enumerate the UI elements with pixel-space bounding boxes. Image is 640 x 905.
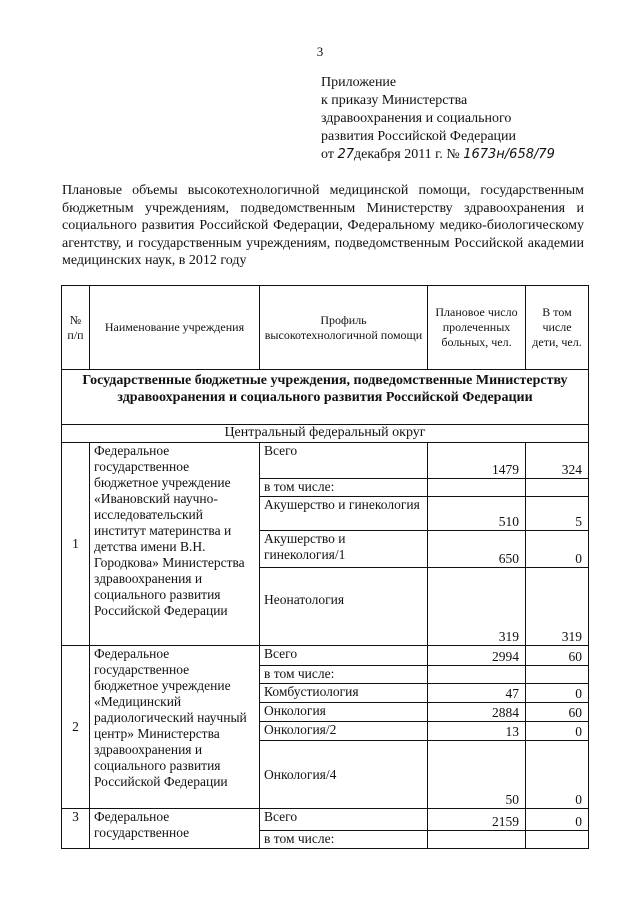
institution-name: Федеральное государственное бюджетное учреждение «Медицинский радиологический научный центр» Министерства здравоохранения и социального развития Российской Федерации [90,646,260,809]
children-cell: 60 [526,703,589,722]
children-cell: 319 [526,568,589,646]
header-institution: Наименование учреждения [90,286,260,370]
table-header-row [62,286,589,370]
date-prefix: от [321,147,334,162]
header-planned: Плановое число пролеченных больных, чел. [428,286,526,370]
profile-cell: Всего [260,809,428,831]
profile-cell: в том числе: [260,666,428,684]
children-cell [526,666,589,684]
planned-cell [428,479,526,497]
appendix-line: Приложение [321,75,397,90]
planned-cell [428,831,526,849]
appendix-line: здравоохранения и социального [321,111,512,126]
row-number: 2 [62,646,90,809]
planned-cell: 2159 [428,809,526,831]
planned-cell: 510 [428,497,526,531]
profile-cell: Акушерство и гинекология [260,497,428,531]
page-number: 3 [316,44,324,59]
profile-cell: Неонатология [260,568,428,646]
table-row [62,809,589,831]
children-cell [526,831,589,849]
profile-cell: Комбустиология [260,684,428,703]
intro-paragraph: Плановые объемы высокотехнологичной медицинской помощи, государственным бюджетным учреждениям, подведомственным Министерству здравоохранения и социального развития Российской Федерации, Федеральному медико-биологическому агентству, и государственным учреждениям, подведомственным Российской академии медицинских наук, в 2012 году [62,183,584,268]
children-cell: 5 [526,497,589,531]
date-day-handwritten: 27 [337,147,354,162]
section-title-row [62,370,589,425]
table-row [62,646,589,666]
planned-cell: 13 [428,722,526,741]
planned-cell: 319 [428,568,526,646]
appendix-block [321,74,555,164]
volumes-table [61,285,589,849]
children-cell: 60 [526,646,589,666]
header-num: № п/п [62,286,90,370]
table-row [62,443,589,479]
children-cell: 0 [526,722,589,741]
district-row [62,425,589,443]
row-number: 1 [62,443,90,646]
profile-cell: Всего [260,443,428,479]
planned-cell [428,666,526,684]
profile-cell: в том числе: [260,479,428,497]
profile-cell: Онкология/4 [260,741,428,809]
children-cell: 0 [526,531,589,568]
profile-cell: Онкология/2 [260,722,428,741]
header-children: В том числе дети, чел. [526,286,589,370]
profile-cell: в том числе: [260,831,428,849]
district-title: Центральный федеральный округ [62,425,589,443]
profile-cell: Всего [260,646,428,666]
planned-cell: 2994 [428,646,526,666]
institution-name: Федеральное государственное [90,809,260,849]
planned-cell: 47 [428,684,526,703]
row-number: 3 [62,809,90,849]
appendix-line: развития Российской Федерации [321,129,517,144]
appendix-date-line [321,146,555,164]
institution-name: Федеральное государственное бюджетное учреждение «Ивановский научно-исследовательский институт материнства и детства имени В.Н. Городкова» Министерства здравоохранения и социального развития Российской Федерации [90,443,260,646]
planned-cell: 2884 [428,703,526,722]
section-title: Государственные бюджетные учреждения, подведомственные Министерству здравоохранения и социального развития Российской Федерации [62,370,589,425]
planned-cell: 1479 [428,443,526,479]
children-cell: 0 [526,684,589,703]
appendix-line: к приказу Министерства [321,93,468,108]
children-cell: 324 [526,443,589,479]
children-cell: 0 [526,809,589,831]
profile-cell: Акушерство и гинекология/1 [260,531,428,568]
planned-cell: 650 [428,531,526,568]
header-profile: Профиль высокотехнологичной помощи [260,286,428,370]
date-rest: декабря 2011 г. № [353,147,460,162]
profile-cell: Онкология [260,703,428,722]
children-cell [526,479,589,497]
planned-cell: 50 [428,741,526,809]
children-cell: 0 [526,741,589,809]
order-number-handwritten: 1673н/658/79 [463,147,555,162]
